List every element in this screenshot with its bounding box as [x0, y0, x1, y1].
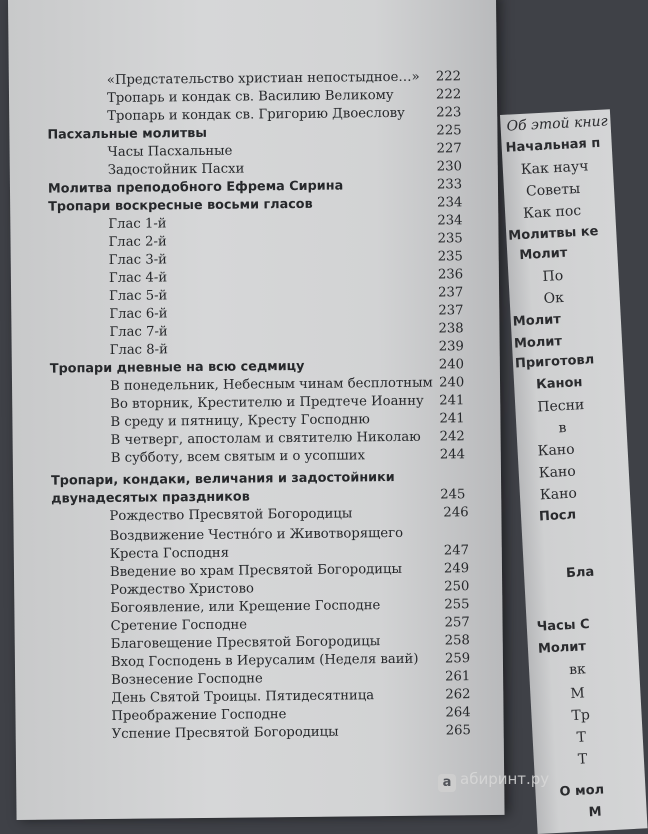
right-page-fragment: Т — [577, 751, 588, 768]
labirint-logo-icon: a — [438, 774, 456, 792]
toc-entry-title: В понедельник, Небесным чинам бесплотным — [109, 375, 433, 394]
toc-entry-title: Глас 7-й — [109, 324, 168, 340]
toc-entry-title: Благовещение Пресвятой Богородицы — [110, 634, 381, 652]
toc-entry-title: Тропари, кондаки, величания и задостойники — [50, 469, 395, 489]
toc-entry-page: 240 — [438, 357, 465, 373]
toc-entry-title: День Святой Троицы. Пятидесятница — [111, 688, 375, 706]
toc-entry-page: 227 — [436, 141, 462, 157]
toc-entry-page: 236 — [437, 267, 464, 283]
toc-entry-title: Молитва преподобного Ефрема Сирина — [47, 178, 344, 197]
right-page-fragment: М — [588, 804, 602, 821]
toc-entry-page: 257 — [444, 615, 470, 631]
toc-entry-page: 234 — [437, 195, 463, 211]
toc-entry-page: 259 — [444, 651, 471, 667]
toc-entry-page: 235 — [437, 231, 463, 247]
right-page-fragment: Т — [576, 729, 587, 746]
toc-entry-title: Креста Господня — [109, 545, 230, 562]
toc-entry-title: «Предстательство христиан непостыдное…» — [106, 69, 420, 88]
right-page-fragment: О мол — [559, 782, 605, 800]
book-page-left — [8, 0, 505, 820]
toc-entry-title: Глас 6-й — [109, 306, 168, 322]
right-page-fragment: Кано — [538, 463, 577, 482]
toc-entry-page: 258 — [444, 633, 470, 649]
toc-entry-page: 244 — [439, 447, 466, 463]
toc-entry-page: 246 — [443, 505, 469, 521]
right-page-fragment: Молитвы ке — [507, 224, 599, 244]
right-page-fragment: Тр — [571, 707, 591, 725]
toc-entry-page: 237 — [438, 285, 464, 301]
toc-entry-page: 261 — [445, 669, 471, 685]
toc-entry-title: Задостойник Пасхи — [107, 161, 245, 178]
toc-entry-page: 241 — [439, 393, 465, 409]
right-page-fragment: Об этой книг — [506, 113, 609, 135]
right-page-fragment: Часы С — [536, 617, 590, 635]
toc-entry-page: 245 — [440, 487, 466, 503]
right-page-fragment: Кано — [539, 485, 578, 504]
toc-entry-title: В субботу, всем святым и о усопших — [110, 448, 366, 466]
toc-entry-title: Тропарь и кондак св. Василию Великому — [106, 87, 394, 106]
toc-entry-title: Во вторник, Крестителю и Предтече Иоанну — [110, 393, 424, 412]
toc-entry-page: 235 — [437, 249, 463, 265]
toc-entry — [111, 447, 468, 471]
toc-entry-title: Вход Господень в Иерусалим (Неделя ваий) — [110, 651, 419, 670]
toc-entry-title: Тропарь и кондак св. Григорию Двоеслову — [107, 105, 405, 124]
toc-entry-page: 242 — [439, 429, 465, 445]
toc-entry-title: Сретение Господне — [110, 617, 248, 634]
watermark — [438, 770, 549, 796]
toc-entry-page: 233 — [436, 177, 463, 193]
right-page-fragment: Как науч — [520, 158, 589, 178]
toc-entry-page: 247 — [443, 543, 470, 559]
watermark-text: абиринт.ру — [460, 770, 550, 788]
toc-entry-title: Глас 2-й — [108, 234, 167, 250]
toc-entry-title: Богоявление, или Крещение Господне — [110, 598, 381, 616]
toc-entry-title: Успение Пресвятой Богородицы — [111, 724, 339, 742]
toc-entry-title: Пасхальные молитвы — [47, 125, 208, 143]
toc-entry-page: 240 — [438, 375, 465, 391]
book-page-right — [500, 109, 648, 834]
toc-entry-title: Преображение Господне — [111, 707, 287, 724]
toc-entry-title: Глас 1-й — [108, 216, 167, 232]
toc-entry-page: 239 — [438, 339, 464, 355]
right-page-fragment: М — [569, 685, 586, 703]
right-page-fragment: Канон — [535, 375, 583, 393]
toc-entry-title: Глас 5-й — [109, 288, 168, 304]
right-page-fragment: Молит — [537, 639, 587, 657]
toc-entry-title: Рождество Пресвятой Богородицы — [109, 506, 353, 524]
toc-entry-title: Часы Пасхальные — [107, 143, 233, 160]
toc-entry-page: 237 — [438, 303, 464, 319]
toc-entry-title: Глас 3-й — [108, 252, 167, 268]
toc-entry-page: 223 — [436, 105, 462, 121]
right-page-fragment: Молит — [518, 245, 568, 264]
toc-entry-title: В четверг, апостолам и святителю Николаю — [110, 429, 421, 448]
toc-entry-title: двунадесятых праздников — [51, 489, 250, 507]
toc-entry-title: Рождество Христово — [110, 581, 254, 598]
toc-entry-page: 265 — [445, 723, 471, 739]
toc-entry — [112, 723, 471, 747]
toc-entry-page: 249 — [443, 561, 470, 577]
toc-entry-page: 255 — [444, 597, 470, 613]
toc-entry-page: 264 — [445, 705, 471, 721]
right-page-fragment: Начальная п — [505, 135, 601, 156]
toc-entry-title: Воздвижение Честнóго и Животворящего — [109, 525, 404, 544]
right-page-fragment: Бла — [565, 564, 595, 582]
toc-entry-page: 238 — [438, 321, 464, 337]
toc-entry-page: 222 — [435, 69, 462, 85]
toc-entry-page: 262 — [445, 687, 471, 703]
toc-entry-page: 230 — [436, 159, 463, 175]
right-page-fragment: По — [542, 267, 564, 285]
right-page-fragment: Молит — [513, 334, 563, 352]
toc-entry-page: 225 — [436, 123, 462, 139]
right-page-fragment: вк — [568, 661, 587, 679]
toc-entry-title: Глас 4-й — [108, 270, 168, 286]
toc-entry-title: Тропари дневные на всю седмицу — [49, 358, 305, 377]
right-page-fragment: Как пос — [522, 202, 582, 222]
toc-entry-title: Введение во храм Пресвятой Богородицы — [109, 561, 403, 580]
right-page-fragment: Советы — [525, 180, 581, 200]
right-page-fragment: в — [558, 419, 567, 437]
right-page-fragment: Ок — [543, 289, 565, 307]
toc-entry-page: 222 — [435, 87, 462, 103]
right-page-fragment: Посл — [538, 507, 577, 525]
toc-entry-title: Глас 8-й — [109, 342, 168, 358]
toc-entry-title: Тропари воскресные восьми гласов — [48, 196, 313, 215]
right-page-fragment: Песни — [536, 396, 585, 416]
right-page-fragment: Молит — [512, 312, 562, 330]
toc-entry-page: 250 — [444, 579, 470, 595]
toc-entry-page: 234 — [437, 213, 463, 229]
right-page-fragment: Приготовл — [514, 352, 595, 372]
right-page-fragment: Кано — [537, 441, 575, 460]
toc-entry-title: В среду и пятницу, Кресту Господню — [110, 412, 370, 430]
toc-entry-page: 241 — [439, 411, 465, 427]
toc-entry-title: Вознесение Господне — [111, 671, 263, 688]
